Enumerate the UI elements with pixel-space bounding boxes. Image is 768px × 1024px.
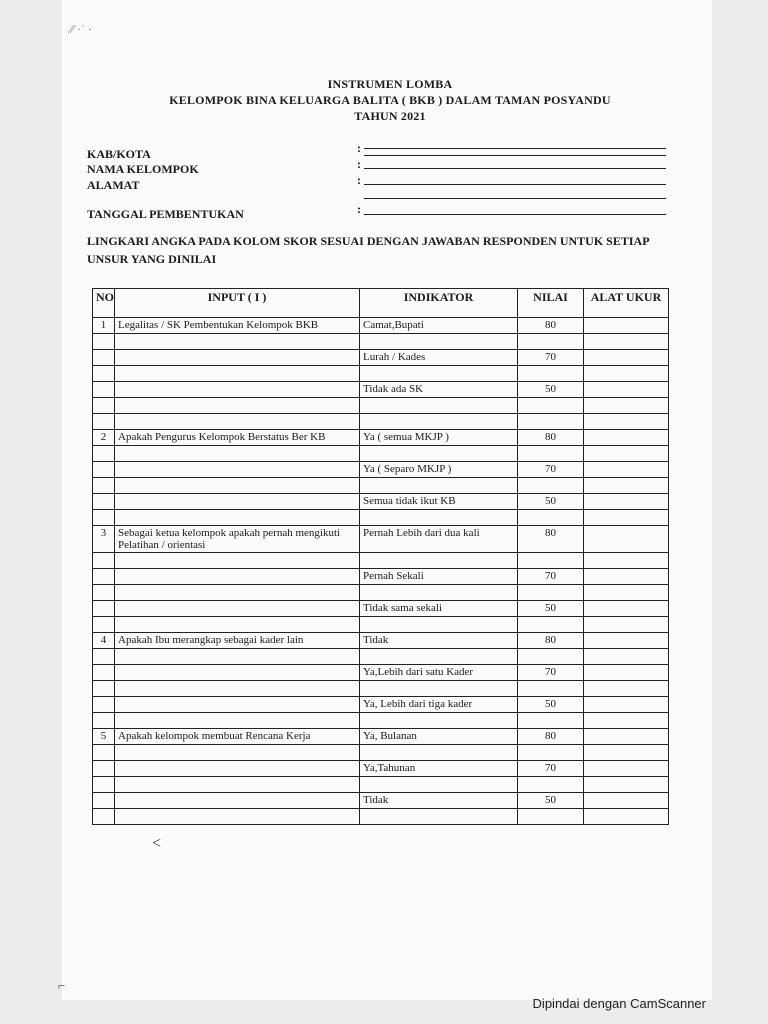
cell-no: [93, 745, 115, 761]
table-row: [93, 318, 669, 334]
table-row: [93, 350, 669, 366]
table-row: [93, 478, 669, 494]
cell-input: [115, 649, 360, 665]
table-body: [93, 318, 669, 825]
cell-input: Legalitas / SK Pembentukan Kelompok BKB: [115, 318, 360, 334]
cell-no: [93, 601, 115, 617]
cell-indikator: [360, 681, 518, 697]
table-row: [93, 745, 669, 761]
table-row: [93, 633, 669, 649]
cell-no: 4: [93, 633, 115, 649]
cell-input: [115, 510, 360, 526]
cell-input: [115, 601, 360, 617]
field-label-kabkota: KAB/KOTA: [87, 147, 151, 161]
cell-indikator: Semua tidak ikut KB: [360, 494, 518, 510]
cell-alat: [584, 430, 669, 446]
cell-indikator: [360, 777, 518, 793]
cell-input: [115, 697, 360, 713]
col-header-nilai: NILAI: [518, 289, 584, 318]
col-header-no: NO: [93, 289, 115, 318]
cell-no: [93, 777, 115, 793]
cell-no: [93, 478, 115, 494]
cell-input: [115, 617, 360, 633]
table-row: [93, 510, 669, 526]
table-row: [93, 398, 669, 414]
cell-no: [93, 713, 115, 729]
cell-nilai: [518, 446, 584, 462]
cell-no: [93, 761, 115, 777]
cell-input: [115, 713, 360, 729]
table-row: [93, 430, 669, 446]
cell-no: 5: [93, 729, 115, 745]
cell-no: [93, 350, 115, 366]
cell-alat: [584, 414, 669, 430]
cell-nilai: 70: [518, 569, 584, 585]
cell-input: [115, 585, 360, 601]
table-row: [93, 601, 669, 617]
edge-mark: ⌐: [58, 978, 66, 993]
cell-nilai: [518, 366, 584, 382]
cell-no: [93, 617, 115, 633]
cell-no: [93, 793, 115, 809]
cell-indikator: Lurah / Kades: [360, 350, 518, 366]
cell-indikator: [360, 334, 518, 350]
field-line-alamat: [364, 184, 666, 185]
cell-alat: [584, 697, 669, 713]
table-row: [93, 585, 669, 601]
table-row: [93, 729, 669, 745]
cell-indikator: Ya ( Separo MKJP ): [360, 462, 518, 478]
cell-alat: [584, 350, 669, 366]
cell-alat: [584, 398, 669, 414]
cell-no: [93, 366, 115, 382]
field-colon: :: [357, 173, 361, 187]
cell-nilai: [518, 649, 584, 665]
cell-alat: [584, 526, 669, 553]
cell-indikator: Ya,Tahunan: [360, 761, 518, 777]
cell-nilai: 70: [518, 665, 584, 681]
table-row: [93, 617, 669, 633]
table-row: [93, 777, 669, 793]
cell-nilai: [518, 745, 584, 761]
cell-input: [115, 777, 360, 793]
cell-alat: [584, 713, 669, 729]
cell-input: [115, 446, 360, 462]
table-row: [93, 713, 669, 729]
field-label-nama-kelompok: NAMA KELOMPOK: [87, 162, 199, 176]
field-line-nama-kelompok: [364, 168, 666, 169]
table-row: [93, 793, 669, 809]
cell-alat: [584, 366, 669, 382]
cell-no: [93, 446, 115, 462]
cell-no: [93, 510, 115, 526]
cell-indikator: [360, 553, 518, 569]
table-row: [93, 553, 669, 569]
cell-nilai: 80: [518, 430, 584, 446]
cell-alat: [584, 761, 669, 777]
scribble-marks: ∕∕ ·˙ ·: [70, 22, 92, 36]
handwritten-mark: <: [152, 835, 162, 852]
cell-input: [115, 478, 360, 494]
field-label-alamat: ALAMAT: [87, 178, 140, 192]
table-row: [93, 697, 669, 713]
table-row: [93, 526, 669, 553]
field-line-kabkota: [364, 148, 666, 149]
cell-alat: [584, 382, 669, 398]
cell-no: [93, 681, 115, 697]
cell-alat: [584, 793, 669, 809]
table-header-row: [93, 289, 669, 318]
table-row: [93, 382, 669, 398]
cell-nilai: [518, 681, 584, 697]
field-line: [364, 155, 666, 156]
cell-no: [93, 553, 115, 569]
cell-alat: [584, 809, 669, 825]
table-row: [93, 334, 669, 350]
cell-nilai: 70: [518, 462, 584, 478]
cell-input: [115, 398, 360, 414]
cell-indikator: Ya ( semua MKJP ): [360, 430, 518, 446]
cell-nilai: [518, 553, 584, 569]
cell-nilai: 50: [518, 697, 584, 713]
cell-input: [115, 569, 360, 585]
table-row: [93, 681, 669, 697]
cell-input: [115, 462, 360, 478]
cell-indikator: Tidak: [360, 793, 518, 809]
cell-no: [93, 697, 115, 713]
cell-no: 2: [93, 430, 115, 446]
field-colon: :: [357, 141, 361, 155]
cell-no: [93, 414, 115, 430]
cell-indikator: Pernah Sekali: [360, 569, 518, 585]
cell-alat: [584, 777, 669, 793]
cell-alat: [584, 462, 669, 478]
cell-input: [115, 494, 360, 510]
cell-input: [115, 793, 360, 809]
cell-nilai: 50: [518, 382, 584, 398]
cell-input: [115, 414, 360, 430]
cell-nilai: 70: [518, 350, 584, 366]
cell-input: [115, 366, 360, 382]
cell-indikator: [360, 478, 518, 494]
cell-indikator: [360, 414, 518, 430]
cell-nilai: [518, 334, 584, 350]
cell-indikator: [360, 585, 518, 601]
cell-input: Apakah Ibu merangkap sebagai kader lain: [115, 633, 360, 649]
cell-alat: [584, 729, 669, 745]
scanner-watermark: Dipindai dengan CamScanner: [532, 996, 706, 1011]
cell-alat: [584, 334, 669, 350]
cell-no: [93, 585, 115, 601]
cell-input: [115, 382, 360, 398]
cell-nilai: [518, 809, 584, 825]
cell-no: [93, 494, 115, 510]
cell-alat: [584, 617, 669, 633]
table-row: [93, 462, 669, 478]
cell-no: [93, 569, 115, 585]
cell-nilai: 50: [518, 494, 584, 510]
instruction-text: LINGKARI ANGKA PADA KOLOM SKOR SESUAI DENGAN JAWABAN RESPONDEN UNTUK SETIAP UNSUR YANG DINILAI: [87, 234, 649, 266]
cell-alat: [584, 649, 669, 665]
cell-indikator: [360, 366, 518, 382]
cell-alat: [584, 494, 669, 510]
cell-input: [115, 761, 360, 777]
cell-alat: [584, 665, 669, 681]
cell-alat: [584, 585, 669, 601]
cell-input: Apakah kelompok membuat Rencana Kerja: [115, 729, 360, 745]
cell-alat: [584, 745, 669, 761]
table-row: [93, 761, 669, 777]
cell-no: [93, 398, 115, 414]
table-row: [93, 494, 669, 510]
cell-nilai: [518, 414, 584, 430]
cell-indikator: Tidak sama sekali: [360, 601, 518, 617]
table-row: [93, 665, 669, 681]
cell-input: Sebagai ketua kelompok apakah pernah mengikuti Pelatihan / orientasi: [115, 526, 360, 553]
cell-indikator: [360, 649, 518, 665]
table-row: [93, 414, 669, 430]
cell-nilai: [518, 777, 584, 793]
cell-indikator: Camat,Bupati: [360, 318, 518, 334]
cell-indikator: Pernah Lebih dari dua kali: [360, 526, 518, 553]
table-row: [93, 649, 669, 665]
cell-alat: [584, 633, 669, 649]
cell-nilai: 80: [518, 729, 584, 745]
cell-input: [115, 809, 360, 825]
cell-input: [115, 681, 360, 697]
cell-nilai: 70: [518, 761, 584, 777]
table-row: [93, 809, 669, 825]
cell-input: [115, 350, 360, 366]
table-row: [93, 446, 669, 462]
field-line: [364, 198, 666, 199]
cell-nilai: 80: [518, 526, 584, 553]
cell-indikator: Ya, Lebih dari tiga kader: [360, 697, 518, 713]
table-row: [93, 366, 669, 382]
cell-input: [115, 334, 360, 350]
col-header-indikator: INDIKATOR: [360, 289, 518, 318]
cell-input: Apakah Pengurus Kelompok Berstatus Ber KB: [115, 430, 360, 446]
cell-indikator: Tidak: [360, 633, 518, 649]
cell-indikator: [360, 713, 518, 729]
cell-indikator: [360, 745, 518, 761]
cell-indikator: Ya, Bulanan: [360, 729, 518, 745]
cell-no: 1: [93, 318, 115, 334]
header-year: TAHUN 2021: [354, 109, 426, 123]
cell-nilai: [518, 398, 584, 414]
cell-indikator: Tidak ada SK: [360, 382, 518, 398]
cell-no: 3: [93, 526, 115, 553]
col-header-alat-ukur: ALAT UKUR: [584, 289, 669, 318]
cell-alat: [584, 446, 669, 462]
cell-indikator: [360, 446, 518, 462]
cell-nilai: 50: [518, 793, 584, 809]
cell-indikator: [360, 809, 518, 825]
cell-nilai: 80: [518, 633, 584, 649]
cell-nilai: 80: [518, 318, 584, 334]
col-header-input: INPUT ( I ): [115, 289, 360, 318]
cell-alat: [584, 318, 669, 334]
cell-input: [115, 553, 360, 569]
table-row: [93, 569, 669, 585]
cell-alat: [584, 478, 669, 494]
cell-nilai: [518, 617, 584, 633]
cell-alat: [584, 681, 669, 697]
cell-no: [93, 809, 115, 825]
cell-no: [93, 462, 115, 478]
cell-alat: [584, 569, 669, 585]
scoring-table: [92, 288, 669, 825]
cell-indikator: [360, 398, 518, 414]
cell-no: [93, 334, 115, 350]
cell-nilai: 50: [518, 601, 584, 617]
cell-no: [93, 665, 115, 681]
cell-nilai: [518, 510, 584, 526]
cell-nilai: [518, 713, 584, 729]
cell-no: [93, 382, 115, 398]
cell-alat: [584, 553, 669, 569]
cell-alat: [584, 601, 669, 617]
field-line-tanggal: [364, 214, 666, 215]
cell-indikator: Ya,Lebih dari satu Kader: [360, 665, 518, 681]
cell-input: [115, 665, 360, 681]
cell-nilai: [518, 585, 584, 601]
field-label-tanggal: TANGGAL PEMBENTUKAN: [87, 207, 244, 221]
cell-indikator: [360, 617, 518, 633]
field-colon: :: [357, 157, 361, 171]
cell-alat: [584, 510, 669, 526]
field-colon: :: [357, 202, 361, 216]
cell-input: [115, 745, 360, 761]
header-title: INSTRUMEN LOMBA: [327, 77, 453, 91]
cell-indikator: [360, 510, 518, 526]
header-subtitle: KELOMPOK BINA KELUARGA BALITA ( BKB ) DALAM TAMAN POSYANDU: [169, 93, 611, 107]
cell-nilai: [518, 478, 584, 494]
cell-no: [93, 649, 115, 665]
